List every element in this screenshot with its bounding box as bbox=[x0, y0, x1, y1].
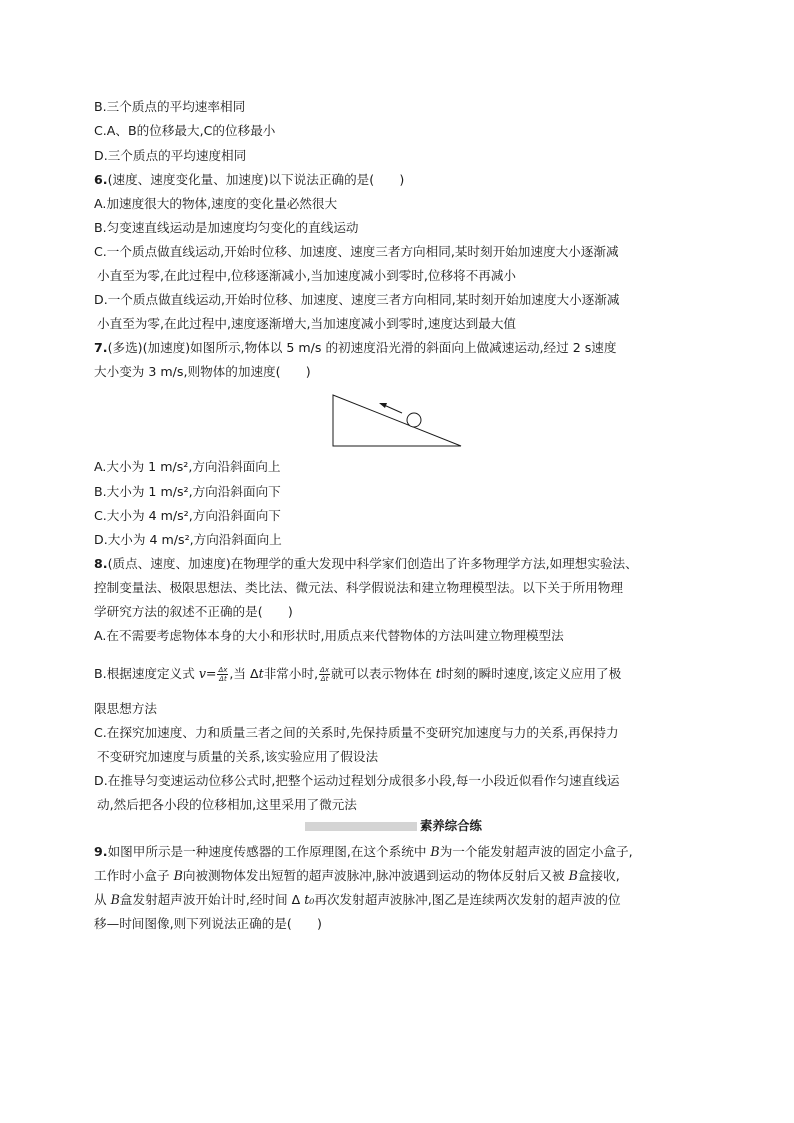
q6-option-a: A.加速度很大的物体,速度的变化量必然很大 bbox=[94, 196, 338, 211]
ratio-fraction bbox=[319, 666, 330, 683]
q8-option-c-line1: C.在探究加速度、力和质量三者之间的关系时,先保持质量不变研究加速度与力的关系,再保持力 bbox=[94, 725, 619, 740]
velocity-arrow-head bbox=[379, 403, 387, 408]
q6-option-c-line1: C.一个质点做直线运动,开始时位移、加速度、速度三者方向相同,某时刻开始加速度大小逐渐减 bbox=[94, 244, 619, 259]
q8-b-text-1: B.根据速度定义式 bbox=[94, 666, 199, 681]
fraction-denominator: Δt bbox=[219, 675, 227, 683]
incline-triangle bbox=[333, 395, 461, 446]
q8-number: 8. bbox=[94, 556, 108, 571]
q8-b-text-3: 非常小时, bbox=[263, 666, 319, 681]
q9-text: 盒发射超声波开始计时,经时间 Δ bbox=[119, 892, 305, 907]
q5-option-d: D.三个质点的平均速度相同 bbox=[94, 148, 247, 163]
q8-stem-line3: 学研究方法的叙述不正确的是( ) bbox=[94, 604, 293, 619]
q8-b-text-4: 就可以表示物体在 bbox=[331, 666, 436, 681]
q8-option-d-line2: 动,然后把各小段的位移相加,这里采用了微元法 bbox=[97, 797, 357, 812]
q9-text: 工作时小盒子 bbox=[94, 868, 174, 883]
ball bbox=[407, 413, 421, 427]
box-symbol: B bbox=[173, 868, 183, 883]
q6-option-d-line2: 小直至为零,在此过程中,速度逐渐增大,当加速度减小到零时,速度达到最大值 bbox=[97, 316, 517, 331]
velocity-fraction bbox=[217, 666, 228, 683]
q7-option-d: D.大小为 4 m/s²,方向沿斜面向上 bbox=[94, 532, 282, 547]
q8-b-text-2: ,当 Δ bbox=[229, 666, 259, 681]
q5-option-b: B.三个质点的平均速率相同 bbox=[94, 99, 246, 114]
q9-text: 向被测物体发出短暂的超声波脉冲,脉冲波遇到运动的物体反射后又被 bbox=[182, 868, 569, 883]
velocity-arrow bbox=[384, 405, 402, 413]
box-symbol: B bbox=[110, 892, 120, 907]
q8-option-b-line2: 限思想方法 bbox=[94, 701, 157, 716]
q9-text: 盒接收, bbox=[577, 868, 620, 883]
q9-text: 如图甲所示是一种速度传感器的工作原理图,在这个系统中 bbox=[107, 844, 431, 859]
q8-option-c-line2: 不变研究加速度与质量的关系,该实验应用了假设法 bbox=[97, 749, 379, 764]
q7-stem-line2: 大小变为 3 m/s,则物体的加速度( ) bbox=[94, 364, 311, 379]
q6-option-b: B.匀变速直线运动是加速度均匀变化的直线运动 bbox=[94, 220, 359, 235]
q8-stem-line1 bbox=[94, 556, 638, 572]
q6-option-d-line1: D.一个质点做直线运动,开始时位移、加速度、速度三者方向相同,某时刻开始加速度大小逐渐减 bbox=[94, 292, 620, 307]
q6-number: 6. bbox=[94, 172, 108, 187]
q5-option-c: C.A、B的位移最大,C的位移最小 bbox=[94, 123, 276, 138]
q9-line4: 移—时间图像,则下列说法正确的是( ) bbox=[94, 916, 322, 931]
q8-option-d-line1: D.在推导匀变速运动位移公式时,把整个运动过程划分成很多小段,每一小段近似看作匀速直线运 bbox=[94, 773, 620, 788]
time-symbol: t bbox=[435, 666, 441, 681]
fraction-numerator: Δx bbox=[218, 666, 228, 674]
q6-option-c-line2: 小直至为零,在此过程中,位移逐渐减小,当加速度减小到零时,位移将不再减小 bbox=[97, 268, 517, 283]
q7-option-c: C.大小为 4 m/s²,方向沿斜面向下 bbox=[94, 508, 281, 523]
velocity-symbol: v= bbox=[198, 666, 217, 681]
q8-stem-line2: 控制变量法、极限思想法、类比法、微元法、科学假说法和建立物理模型法。以下关于所用物理 bbox=[94, 580, 623, 595]
section-header-bar bbox=[305, 822, 417, 831]
q7-stem-text: (多选)(加速度)如图所示,物体以 5 m/s 的初速度沿光滑的斜面向上做减速运动,经过 2 s速度 bbox=[107, 340, 617, 355]
q9-text: 为一个能发射超声波的固定小盒子, bbox=[439, 844, 633, 859]
q9-line2 bbox=[94, 868, 620, 884]
q7-option-b: B.大小为 1 m/s²,方向沿斜面向下 bbox=[94, 484, 281, 499]
q7-number: 7. bbox=[94, 340, 108, 355]
box-symbol: B bbox=[430, 844, 440, 859]
time-interval-symbol: t₀ bbox=[304, 892, 315, 907]
q6-stem bbox=[94, 172, 404, 188]
q7-option-a: A.大小为 1 m/s²,方向沿斜面向上 bbox=[94, 459, 281, 474]
q9-text: 从 bbox=[94, 892, 111, 907]
box-symbol: B bbox=[568, 868, 578, 883]
q6-stem-text: (速度、速度变化量、加速度)以下说法正确的是( ) bbox=[107, 172, 405, 187]
q8-option-b-line1 bbox=[94, 666, 621, 683]
fraction-numerator: Δx bbox=[320, 666, 330, 674]
fraction-denominator: Δt bbox=[320, 675, 329, 683]
q9-line1 bbox=[94, 844, 633, 860]
q8-b-text-5: 时刻的瞬时速度,该定义应用了极 bbox=[440, 666, 622, 681]
q9-text: 再次发射超声波脉冲,图乙是连续两次发射的超声波的位 bbox=[314, 892, 621, 907]
time-symbol: t bbox=[258, 666, 264, 681]
q8-stem-text: (质点、速度、加速度)在物理学的重大发现中科学家们创造出了许多物理学方法,如理想实验法、 bbox=[107, 556, 638, 571]
q9-number: 9. bbox=[94, 844, 108, 859]
section-title: 素养综合练 bbox=[420, 818, 482, 833]
q9-line3 bbox=[94, 892, 621, 908]
q8-option-a: A.在不需要考虑物体本身的大小和形状时,用质点来代替物体的方法叫建立物理模型法 bbox=[94, 628, 564, 643]
q7-stem-line1 bbox=[94, 340, 617, 356]
incline-diagram bbox=[332, 394, 464, 448]
